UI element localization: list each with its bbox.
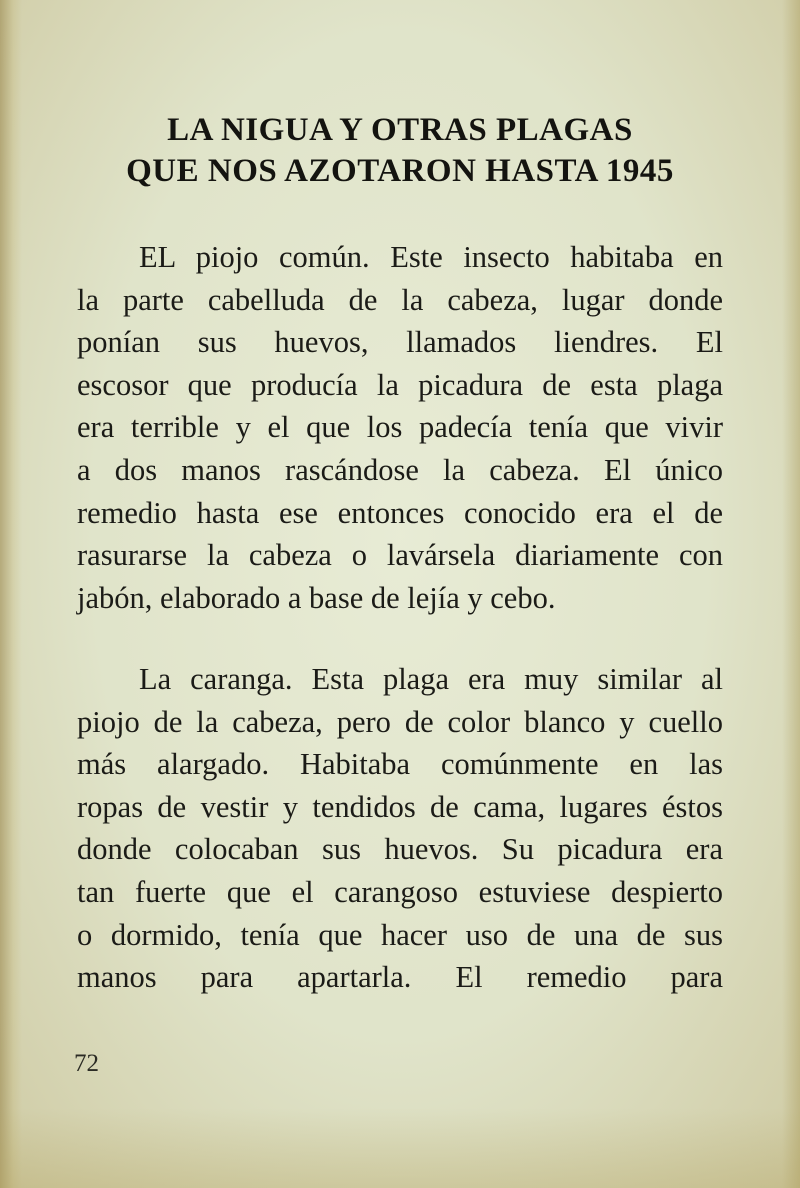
paragraph-line: a dos manos rascándose la cabeza. El único — [77, 452, 723, 487]
paragraph-line: era terrible y el que los padecía tenía que vivir — [77, 410, 723, 445]
paragraph-piojo-comun — [77, 236, 723, 619]
page-bottom-edge-shadow — [0, 1108, 800, 1188]
paragraph-line: o dormido, tenía que hacer uso de una de sus — [77, 917, 723, 952]
paragraph-line: jabón, elaborado a base de lejía y cebo. — [77, 580, 556, 615]
page-number: 72 — [74, 1050, 99, 1077]
paragraph-line: tan fuerte que el carangoso estuviese despierto — [77, 874, 723, 909]
paragraph-line: rasurarse la cabeza o lavársela diariamente con — [77, 538, 723, 573]
page-right-edge-shadow — [782, 0, 800, 1188]
paragraph-line: escosor que producía la picadura de esta plaga — [77, 367, 723, 402]
paragraph-line: ropas de vestir y tendidos de cama, lugares éstos — [77, 789, 723, 824]
paragraph-line: La caranga. Esta plaga era muy similar al — [139, 662, 723, 696]
paragraph-line: la parte cabelluda de la cabeza, lugar donde — [77, 282, 723, 317]
paragraph-caranga — [77, 658, 723, 999]
paragraph-line: ponían sus huevos, llamados liendres. El — [77, 325, 723, 360]
paragraph-line: manos para apartarla. El remedio para — [77, 960, 723, 995]
page-left-edge-shadow — [0, 0, 22, 1188]
paragraph-line: donde colocaban sus huevos. Su picadura era — [77, 832, 723, 867]
paragraph-line: más alargado. Habitaba comúnmente en las — [77, 747, 723, 782]
chapter-title-line-2: QUE NOS AZOTARON HASTA 1945 — [126, 153, 674, 189]
paragraph-line: EL piojo común. Este insecto habitaba en — [139, 240, 723, 274]
paragraph-line: piojo de la cabeza, pero de color blanco y cuello — [77, 704, 723, 739]
chapter-title-line-1: LA NIGUA Y OTRAS PLAGAS — [167, 112, 633, 148]
paragraph-line: remedio hasta ese entonces conocido era el de — [77, 495, 723, 530]
